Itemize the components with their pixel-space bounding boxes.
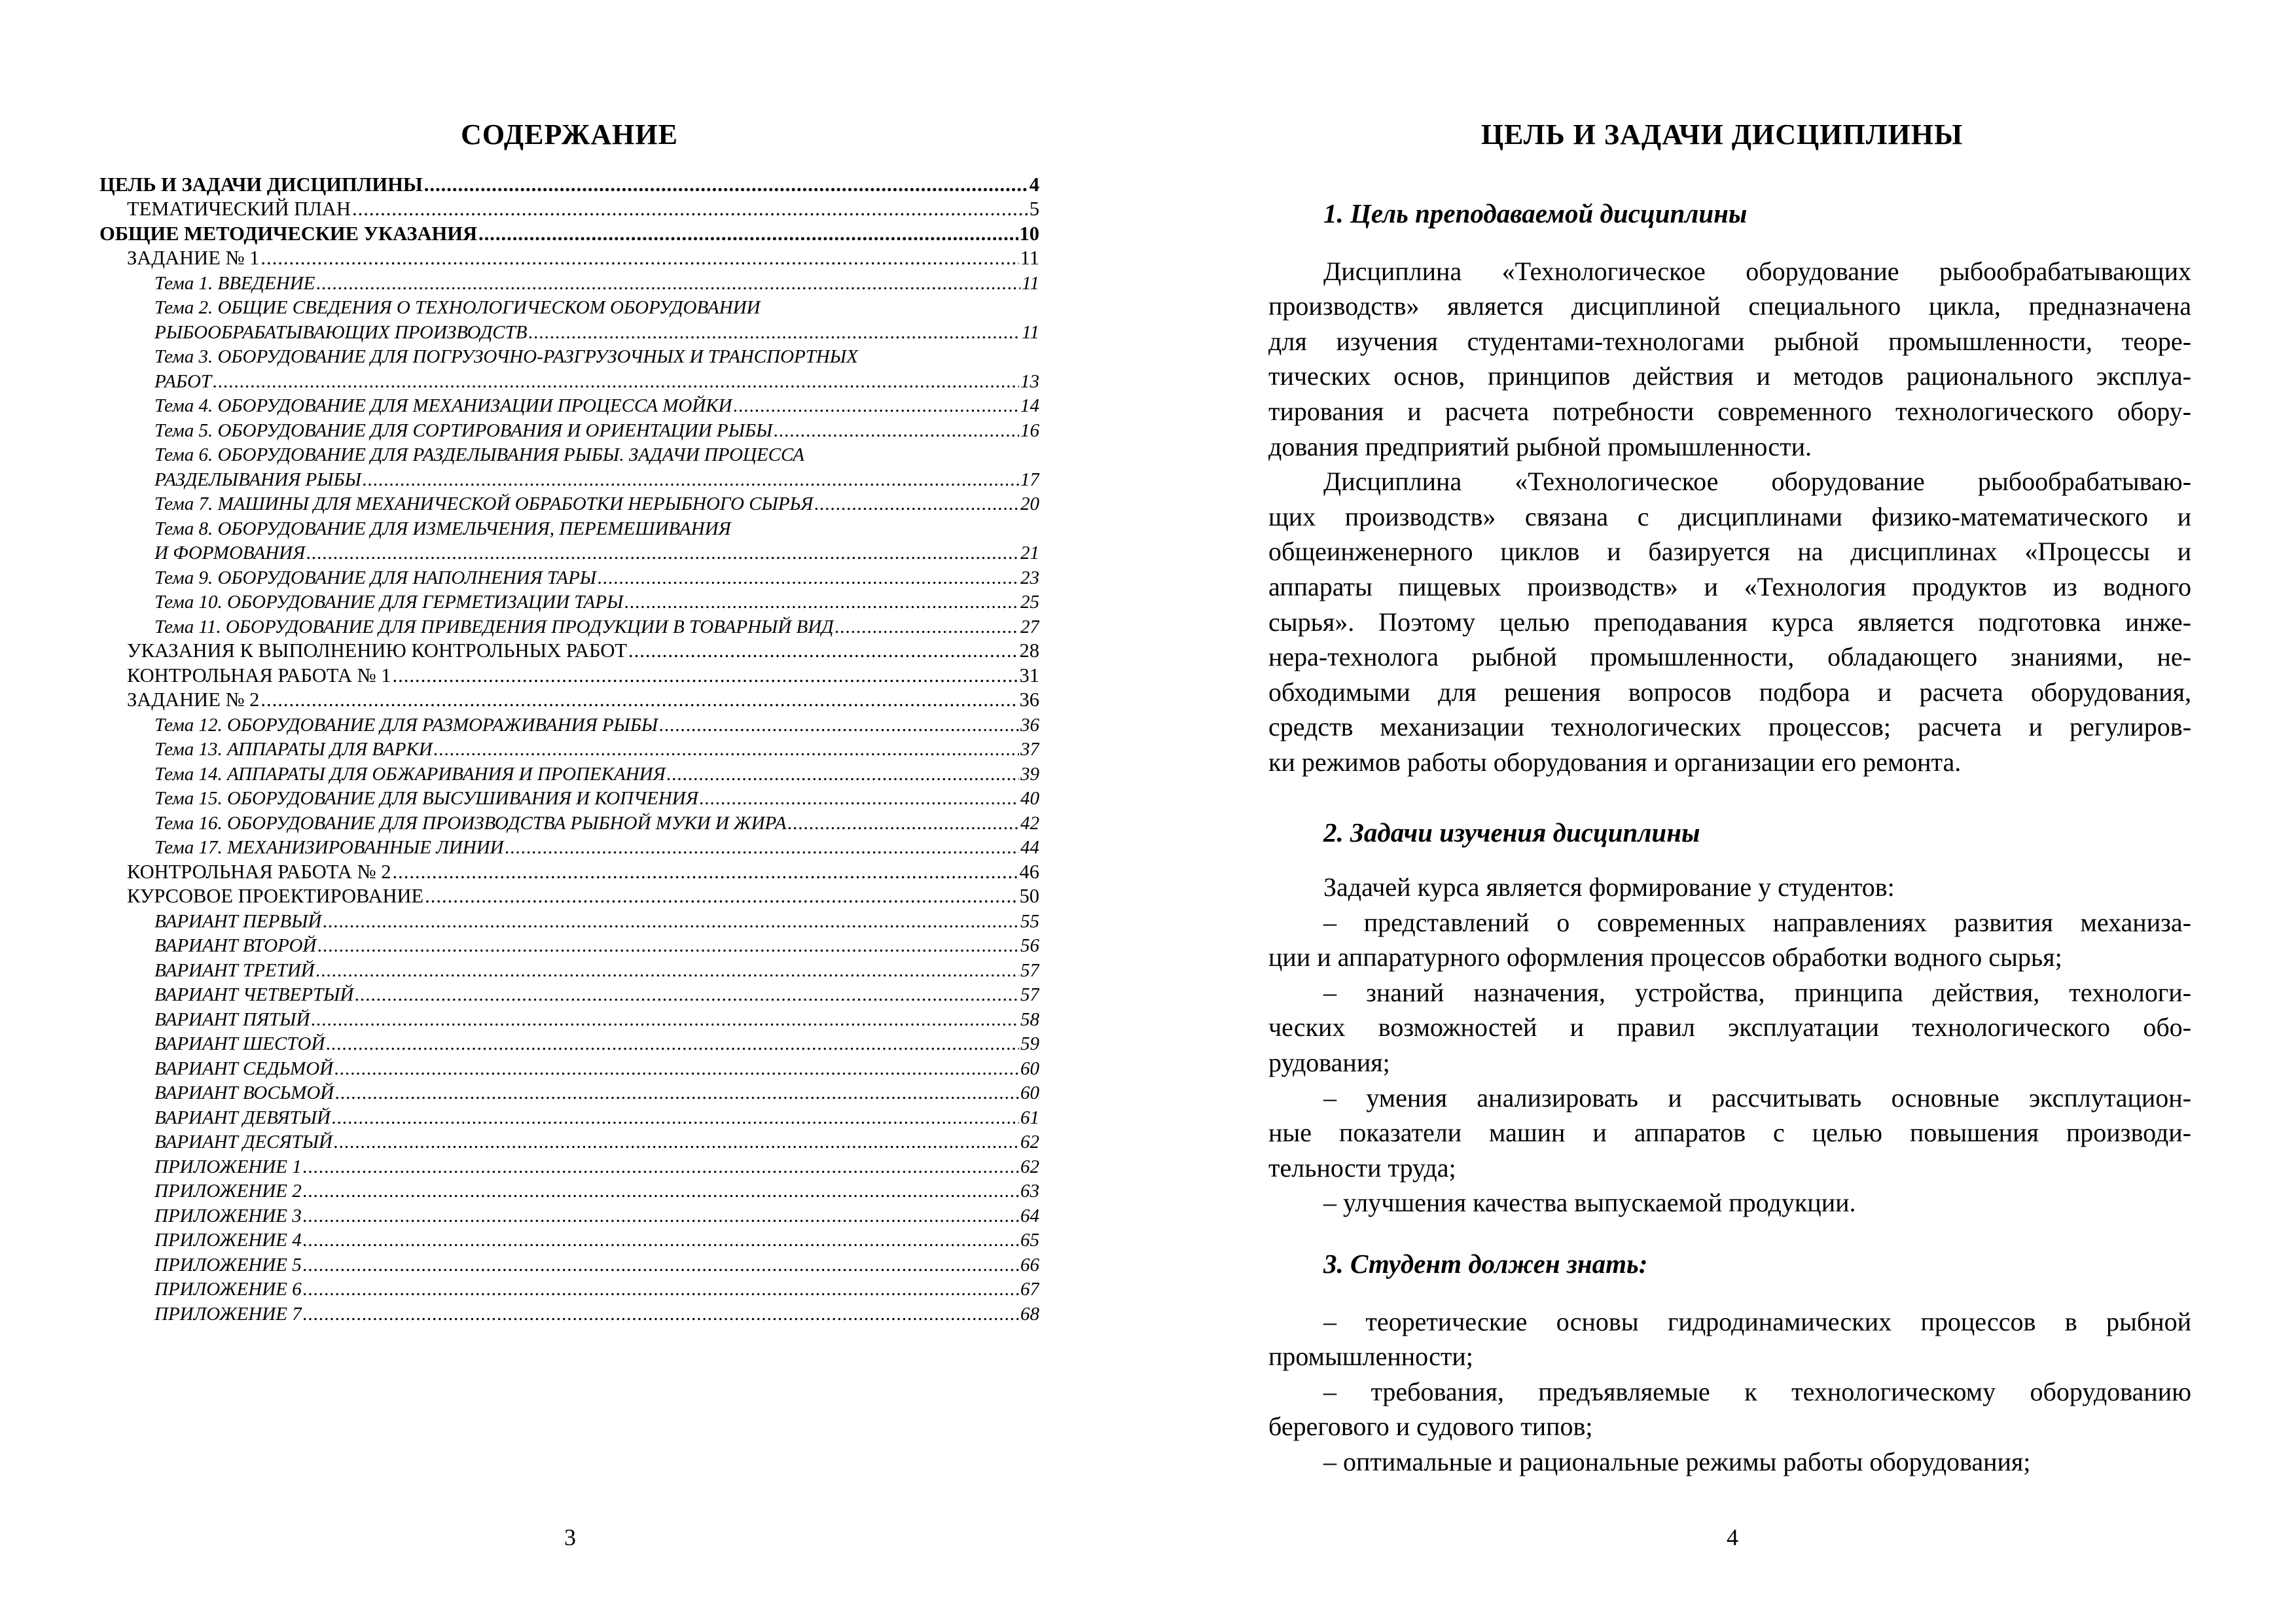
toc-entry: ПРИЛОЖЕНИЕ 4 ..... 65 xyxy=(99,1227,1039,1252)
text-line: дования предприятий рыбной промышленности. xyxy=(1268,431,1812,461)
toc-entry: Тема 7. МАШИНЫ ДЛЯ МЕХАНИЧЕСКОЙ ОБРАБОТКИ НЕРЫБНОГО СЫРЬЯ ..... 20 xyxy=(99,491,1039,516)
toc-entry: ВАРИАНТ ВТОРОЙ ..... 56 xyxy=(99,933,1039,957)
toc-entry: Тема 5. ОБОРУДОВАНИЕ ДЛЯ СОРТИРОВАНИЯ И ОРИЕНТАЦИИ РЫБЫ ..... 16 xyxy=(99,417,1039,442)
toc-entry: ВАРИАНТ ВОСЬМОЙ ..... 60 xyxy=(99,1080,1039,1105)
text-line: ции и аппаратурного оформления процессов обработки водного сырья; xyxy=(1268,942,2062,972)
toc-entry: ВАРИАНТ ЧЕТВЕРТЫЙ ..... 57 xyxy=(99,982,1039,1007)
text-line: – теоретические основы гидродинамических процессов в рыбной xyxy=(1323,1306,2191,1336)
text-line: – умения анализировать и рассчитывать основные эксплутацион- xyxy=(1323,1082,2191,1113)
text-line: тирования и расчета потребности современного технологического обору- xyxy=(1268,396,2191,426)
toc-entry: Тема 10. ОБОРУДОВАНИЕ ДЛЯ ГЕРМЕТИЗАЦИИ ТАРЫ ..... 25 xyxy=(99,589,1039,614)
right-page xyxy=(1148,0,2296,1623)
section-heading: 1. Цель преподаваемой дисциплины xyxy=(1323,198,1748,228)
text-line: тических основ, принципов действия и методов рационального эксплуа- xyxy=(1268,361,2191,391)
text-line: общеинженерного циклов и базируется на дисциплинах «Процессы и xyxy=(1268,537,2191,567)
text-line: Задачей курса является формирование у студентов: xyxy=(1323,872,1895,902)
text-line: аппараты пищевых производств» и «Технология продуктов из водного xyxy=(1268,571,2191,601)
toc-entry: Тема 8. ОБОРУДОВАНИЕ ДЛЯ ИЗМЕЛЬЧЕНИЯ, ПЕРЕМЕШИВАНИЯ xyxy=(154,518,731,539)
toc-entry: Тема 14. АППАРАТЫ ДЛЯ ОБЖАРИВАНИЯ И ПРОПЕКАНИЯ ..... 39 xyxy=(99,760,1039,785)
toc-entry: ПРИЛОЖЕНИЕ 7 ..... 68 xyxy=(99,1300,1039,1325)
text-line: – оптимальные и рациональные режимы работы оборудования; xyxy=(1323,1447,2031,1476)
text-line: Дисциплина «Технологическое оборудование рыбообрабатываю- xyxy=(1323,467,2191,497)
section-heading: 2. Задачи изучения дисциплины xyxy=(1323,817,1700,847)
toc-entry: ПРИЛОЖЕНИЕ 5 ..... 66 xyxy=(99,1251,1039,1276)
page-title: ЦЕЛЬ И ЗАДАЧИ ДИСЦИПЛИНЫ xyxy=(1480,118,1964,151)
toc-entry: ПРИЛОЖЕНИЕ 3 ..... 64 xyxy=(99,1202,1039,1227)
toc-entry: Тема 2. ОБЩИЕ СВЕДЕНИЯ О ТЕХНОЛОГИЧЕСКОМ ОБОРУДОВАНИИ xyxy=(154,297,761,318)
text-line: – улучшения качества выпускаемой продукции. xyxy=(1323,1188,1856,1218)
toc-entry: КОНТРОЛЬНАЯ РАБОТА № 1 ..... 31 xyxy=(99,662,1039,687)
text-line: тельности труда; xyxy=(1268,1152,1456,1183)
toc-entry: ПРИЛОЖЕНИЕ 6 ..... 67 xyxy=(99,1276,1039,1301)
toc-entry: РАБОТ ..... 13 xyxy=(99,368,1039,393)
toc-entry: ВАРИАНТ ТРЕТИЙ ..... 57 xyxy=(99,957,1039,982)
text-line: производств» является дисциплиной специального цикла, предназначена xyxy=(1268,291,2191,321)
text-line: щих производств» связана с дисциплинами физико-математического и xyxy=(1268,501,2191,531)
toc-entry: Тема 13. АППАРАТЫ ДЛЯ ВАРКИ ..... 37 xyxy=(99,736,1039,761)
toc-entry: ПРИЛОЖЕНИЕ 2 ..... 63 xyxy=(99,1178,1039,1203)
toc-entry: Тема 6. ОБОРУДОВАНИЕ ДЛЯ РАЗДЕЛЫВАНИЯ РЫБЫ. ЗАДАЧИ ПРОЦЕССА xyxy=(154,444,804,465)
toc-entry: РАЗДЕЛЫВАНИЯ РЫБЫ ..... 17 xyxy=(99,466,1039,491)
text-line: сырья». Поэтому целью преподавания курса является подготовка инже- xyxy=(1268,607,2191,637)
text-line: Дисциплина «Технологическое оборудование рыбообрабатывающих xyxy=(1323,256,2191,286)
toc-entry: ВАРИАНТ СЕДЬМОЙ ..... 60 xyxy=(99,1055,1039,1080)
toc-entry: Тема 17. МЕХАНИЗИРОВАННЫЕ ЛИНИИ ..... 44 xyxy=(99,834,1039,859)
toc-entry: Тема 3. ОБОРУДОВАНИЕ ДЛЯ ПОГРУЗОЧНО-РАЗГРУЗОЧНЫХ И ТРАНСПОРТНЫХ xyxy=(154,346,858,367)
toc-entry: ПРИЛОЖЕНИЕ 1 ..... 62 xyxy=(99,1153,1039,1178)
toc-entry: ЦЕЛЬ И ЗАДАЧИ ДИСЦИПЛИНЫ ..... 4 xyxy=(99,171,1039,196)
toc-entry: Тема 1. ВВЕДЕНИЕ ..... 11 xyxy=(99,270,1039,294)
section-heading: 3. Студент должен знать: xyxy=(1323,1249,1648,1279)
toc-entry: ЗАДАНИЕ № 1 ..... 11 xyxy=(99,245,1039,270)
toc-entry: И ФОРМОВАНИЯ ..... 21 xyxy=(99,540,1039,565)
table-of-contents xyxy=(99,171,1039,1325)
text-line: ческих возможностей и правил эксплуатации технологического обо- xyxy=(1268,1012,2191,1043)
text-line: ки режимов работы оборудования и организации его ремонта. xyxy=(1268,747,1962,777)
toc-entry: РЫБООБРАБАТЫВАЮЩИХ ПРОИЗВОДСТВ ..... 11 xyxy=(99,319,1039,344)
toc-entry: ВАРИАНТ ПЕРВЫЙ ..... 55 xyxy=(99,908,1039,933)
paragraph xyxy=(1268,254,2191,465)
toc-entry: ЗАДАНИЕ № 2 ..... 36 xyxy=(99,687,1039,712)
toc-entry: УКАЗАНИЯ К ВЫПОЛНЕНИЮ КОНТРОЛЬНЫХ РАБОТ ..... 28 xyxy=(99,638,1039,663)
toc-entry: ОБЩИЕ МЕТОДИЧЕСКИЕ УКАЗАНИЯ ..... 10 xyxy=(99,221,1039,245)
toc-entry: ВАРИАНТ ДЕСЯТЫЙ ..... 62 xyxy=(99,1129,1039,1154)
toc-entry: ВАРИАНТ ШЕСТОЙ ..... 59 xyxy=(99,1031,1039,1056)
text-line: – знаний назначения, устройства, принципа действия, технологи- xyxy=(1323,977,2191,1007)
toc-entry: Тема 9. ОБОРУДОВАНИЕ ДЛЯ НАПОЛНЕНИЯ ТАРЫ ..... 23 xyxy=(99,564,1039,589)
text-line: нера-технолога рыбной промышленности, обладающего знаниями, не- xyxy=(1268,642,2191,672)
text-line: для изучения студентами-технологами рыбной промышленности, теоре- xyxy=(1268,326,2191,356)
text-line: средств механизации технологических процессов; расчета и регулиров- xyxy=(1268,712,2191,742)
toc-entry: Тема 16. ОБОРУДОВАНИЕ ДЛЯ ПРОИЗВОДСТВА РЫБНОЙ МУКИ И ЖИРА ..... 42 xyxy=(99,810,1039,834)
text-line: берегового и судового типов; xyxy=(1268,1412,1593,1442)
toc-entry: КОНТРОЛЬНАЯ РАБОТА № 2 ..... 46 xyxy=(99,859,1039,883)
text-line: рудования; xyxy=(1268,1048,1390,1078)
toc-title: СОДЕРЖАНИЕ xyxy=(461,118,678,151)
text-line: – представлений о современных направлениях развития механиза- xyxy=(1323,907,2191,937)
toc-entry: Тема 11. ОБОРУДОВАНИЕ ДЛЯ ПРИВЕДЕНИЯ ПРОДУКЦИИ В ТОВАРНЫЙ ВИД ..... 27 xyxy=(99,613,1039,638)
toc-entry: ТЕМАТИЧЕСКИЙ ПЛАН ..... 5 xyxy=(99,196,1039,221)
toc-entry: ВАРИАНТ ПЯТЫЙ ..... 58 xyxy=(99,1006,1039,1031)
toc-entry: ВАРИАНТ ДЕВЯТЫЙ ..... 61 xyxy=(99,1104,1039,1129)
text-line: – требования, предъявляемые к технологическому оборудованию xyxy=(1323,1376,2191,1406)
paragraph xyxy=(1268,464,2191,779)
page-number: 4 xyxy=(1727,1524,1738,1550)
page-number: 3 xyxy=(564,1524,576,1550)
page-body xyxy=(1268,196,2191,1480)
toc-entry: Тема 12. ОБОРУДОВАНИЕ ДЛЯ РАЗМОРАЖИВАНИЯ РЫБЫ ..... 36 xyxy=(99,711,1039,736)
toc-entry: Тема 15. ОБОРУДОВАНИЕ ДЛЯ ВЫСУШИВАНИЯ И КОПЧЕНИЯ ..... 40 xyxy=(99,785,1039,810)
toc-entry: КУРСОВОЕ ПРОЕКТИРОВАНИЕ ..... 50 xyxy=(99,883,1039,908)
text-line: ные показатели машин и аппаратов с целью повышения производи- xyxy=(1268,1118,2191,1148)
text-line: обходимыми для решения вопросов подбора и расчета оборудования, xyxy=(1268,677,2191,707)
toc-entry: Тема 4. ОБОРУДОВАНИЕ ДЛЯ МЕХАНИЗАЦИИ ПРОЦЕССА МОЙКИ ..... 14 xyxy=(99,393,1039,418)
text-line: промышленности; xyxy=(1268,1342,1473,1372)
